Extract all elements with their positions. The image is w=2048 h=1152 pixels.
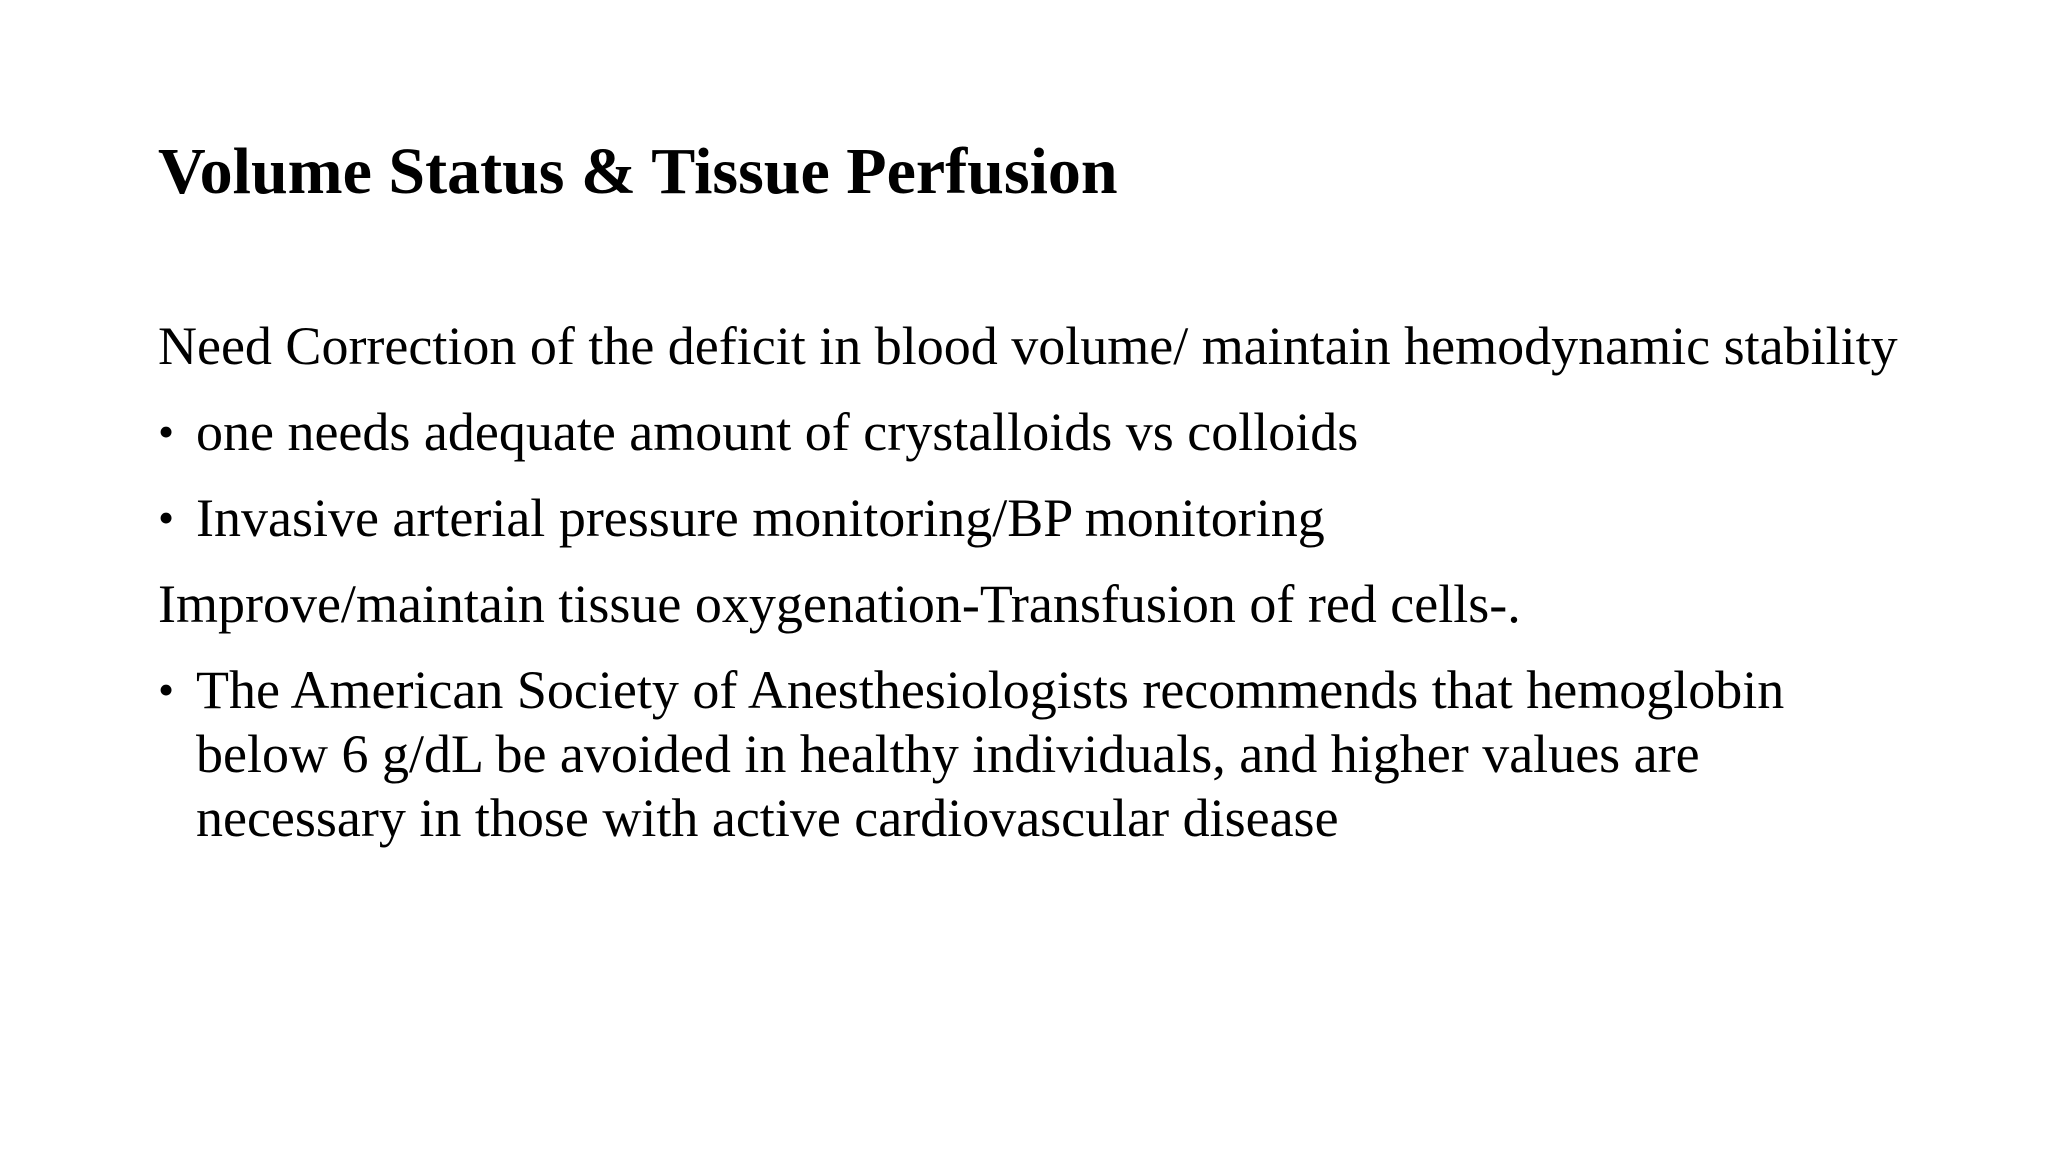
bullet-icon: • — [158, 406, 175, 457]
bullet-item-asa-recommendation — [158, 658, 1918, 850]
body-paragraph-blood-volume: Need Correction of the deficit in blood volume/ maintain hemodynamic stability — [158, 316, 1898, 376]
slide-title: Volume Status & Tissue Perfusion — [158, 135, 1118, 208]
bullet-item-pressure-monitoring — [158, 486, 1918, 550]
body-paragraph-oxygenation: Improve/maintain tissue oxygenation-Transfusion of red cells-. — [158, 574, 1521, 634]
bullet-text: Invasive arterial pressure monitoring/BP monitoring — [196, 488, 1325, 548]
bullet-icon: • — [158, 664, 175, 715]
bullet-item-crystalloids — [158, 400, 1918, 464]
bullet-text: one needs adequate amount of crystalloids vs colloids — [196, 402, 1359, 462]
slide-body — [158, 314, 1918, 872]
bullet-text: The American Society of Anesthesiologists recommends that hemoglobin below 6 g/dL be avoided in healthy individuals, and higher values are necessary in those with active cardiovascular disease — [196, 660, 1785, 848]
bullet-icon: • — [158, 492, 175, 543]
